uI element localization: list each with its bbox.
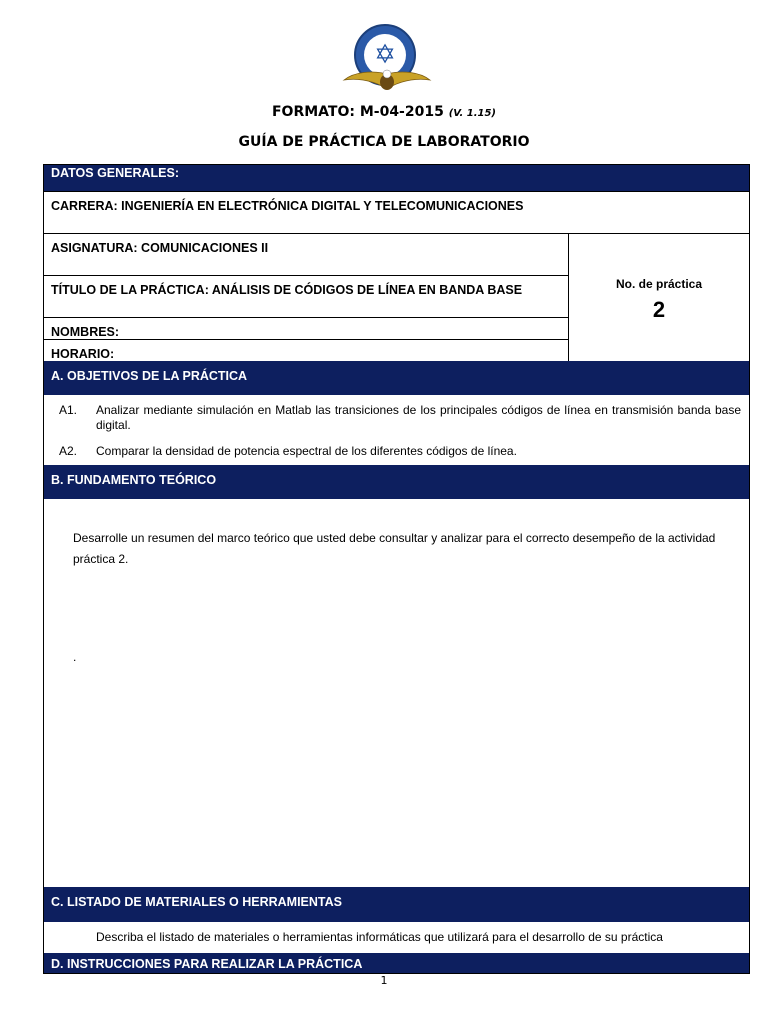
materiales-text: Describa el listado de materiales o herramientas informáticas que utilizará para el desarrollo de su práctica xyxy=(96,930,663,944)
objetivos-header xyxy=(44,361,749,395)
page-number: 1 xyxy=(380,974,388,987)
practice-number-label: No. de práctica xyxy=(615,277,703,291)
fundamento-header xyxy=(44,465,749,499)
star-of-david-icon: ✡ xyxy=(374,40,396,70)
format-code xyxy=(0,104,768,120)
format-version: (V. 1.15) xyxy=(448,108,496,119)
fundamento-text: Desarrolle un resumen del marco teórico que usted debe consultar y analizar para el correcto desempeño de la actividad práctica 2. xyxy=(73,531,716,566)
horario-field: HORARIO: xyxy=(51,347,115,361)
instrucciones-header xyxy=(44,953,749,973)
practice-number-value: 2 xyxy=(652,297,666,322)
lab-guide-table xyxy=(43,164,750,974)
university-logo xyxy=(342,24,432,96)
objective-code: A2. xyxy=(59,444,78,458)
instrucciones-title: D. INSTRUCCIONES PARA REALIZAR LA PRÁCTICA xyxy=(51,957,363,971)
objetivos-title: A. OBJETIVOS DE LA PRÁCTICA xyxy=(51,369,248,383)
materiales-title: C. LISTADO DE MATERIALES O HERRAMIENTAS xyxy=(51,895,342,909)
guide-title: GUÍA DE PRÁCTICA DE LABORATORIO xyxy=(238,134,530,150)
objective-text: Analizar mediante simulación en Matlab las transiciones de los principales códigos de línea en transmisión banda base digital. xyxy=(96,403,741,432)
materiales-header xyxy=(44,887,749,922)
objective-code: A1. xyxy=(59,403,78,417)
eagle-wings-icon xyxy=(342,68,432,92)
fundamento-dot: . xyxy=(73,650,77,664)
titulo-practica-field: TÍTULO DE LA PRÁCTICA: ANÁLISIS DE CÓDIGOS DE LÍNEA EN BANDA BASE xyxy=(51,283,523,297)
objective-item xyxy=(59,444,749,460)
objective-item xyxy=(59,403,749,435)
asignatura-field: ASIGNATURA: COMUNICACIONES II xyxy=(51,241,269,255)
fundamento-title: B. FUNDAMENTO TEÓRICO xyxy=(51,473,217,487)
datos-generales-header xyxy=(44,165,749,191)
datos-generales-title: DATOS GENERALES: xyxy=(51,166,180,180)
objective-text: Comparar la densidad de potencia espectral de los diferentes códigos de línea. xyxy=(96,444,517,458)
nombres-field: NOMBRES: xyxy=(51,325,120,339)
format-label: FORMATO: M-04-2015 xyxy=(271,104,444,120)
carrera-field: CARRERA: INGENIERÍA EN ELECTRÓNICA DIGITAL Y TELECOMUNICACIONES xyxy=(51,199,524,213)
